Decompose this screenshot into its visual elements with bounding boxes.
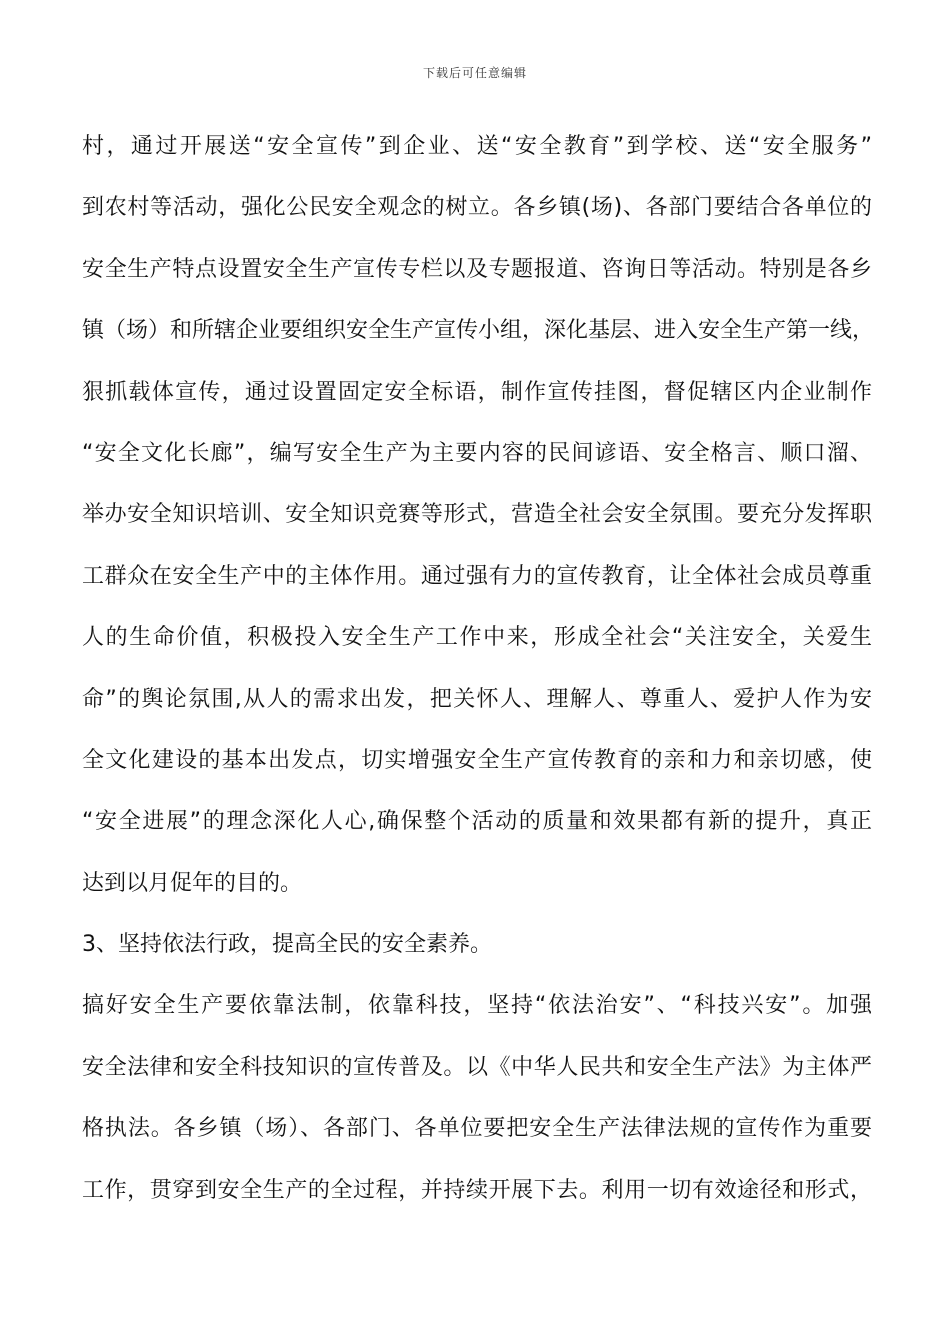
text-line: 工群众在安全生产中的主体作用。通过强有力的宣传教育，让全体社会成员尊重 bbox=[82, 563, 872, 589]
text-line: 村，通过开展送“安全宣传”到企业、送“安全教育”到学校、送“安全服务” bbox=[82, 134, 872, 159]
text-line: 狠抓载体宣传，通过设置固定安全标语，制作宣传挂图，督促辖区内企业制作 bbox=[82, 379, 872, 405]
text-line: 安全法律和安全科技知识的宣传普及。以《中华人民共和安全生产法》为主体严 bbox=[82, 1054, 872, 1080]
text-line: 安全生产特点设置安全生产宣传专栏以及专题报道、咨询日等活动。特别是各乡 bbox=[82, 256, 872, 282]
text-line: 格执法。各乡镇（场）、各部门、各单位要把安全生产法律法规的宣传作为重要 bbox=[82, 1116, 872, 1142]
text-line: 人的生命价值，积极投入安全生产工作中来，形成全社会“关注安全，关爱生 bbox=[82, 625, 872, 651]
text-line: 搞好安全生产要依靠法制，依靠科技，坚持“依法治安”、“科技兴安”。加强 bbox=[82, 993, 872, 1019]
text-line: 命”的舆论氛围,从人的需求出发，把关怀人、理解人、尊重人、爱护人作为安 bbox=[82, 686, 872, 712]
text-line: 举办安全知识培训、安全知识竞赛等形式，营造全社会安全氛围。要充分发挥职 bbox=[82, 502, 872, 528]
page-header: 下载后可任意编辑 bbox=[422, 66, 527, 80]
text-line: 达到以月促年的目的。 bbox=[82, 870, 303, 896]
text-line: 全文化建设的基本出发点，切实增强安全生产宣传教育的亲和力和亲切感，使 bbox=[82, 747, 872, 773]
body-text bbox=[82, 116, 875, 1221]
text-line: 到农村等活动，强化公民安全观念的树立。各乡镇(场)、各部门要结合各单位的 bbox=[82, 195, 872, 221]
section-heading: 3、坚持依法行政，提高全民的安全素养。 bbox=[82, 932, 492, 958]
text-line: 镇（场）和所辖企业要组织安全生产宣传小组，深化基层、进入安全生产第一线， bbox=[82, 318, 875, 344]
text-line: 工作，贯穿到安全生产的全过程，并持续开展下去。利用一切有效途径和形式， bbox=[82, 1177, 872, 1203]
text-line: “安全进展”的理念深化人心,确保整个活动的质量和效果都有新的提升，真正 bbox=[82, 809, 872, 835]
text-line: “安全文化长廊”，编写安全生产为主要内容的民间谚语、安全格言、顺口溜、 bbox=[82, 440, 872, 466]
